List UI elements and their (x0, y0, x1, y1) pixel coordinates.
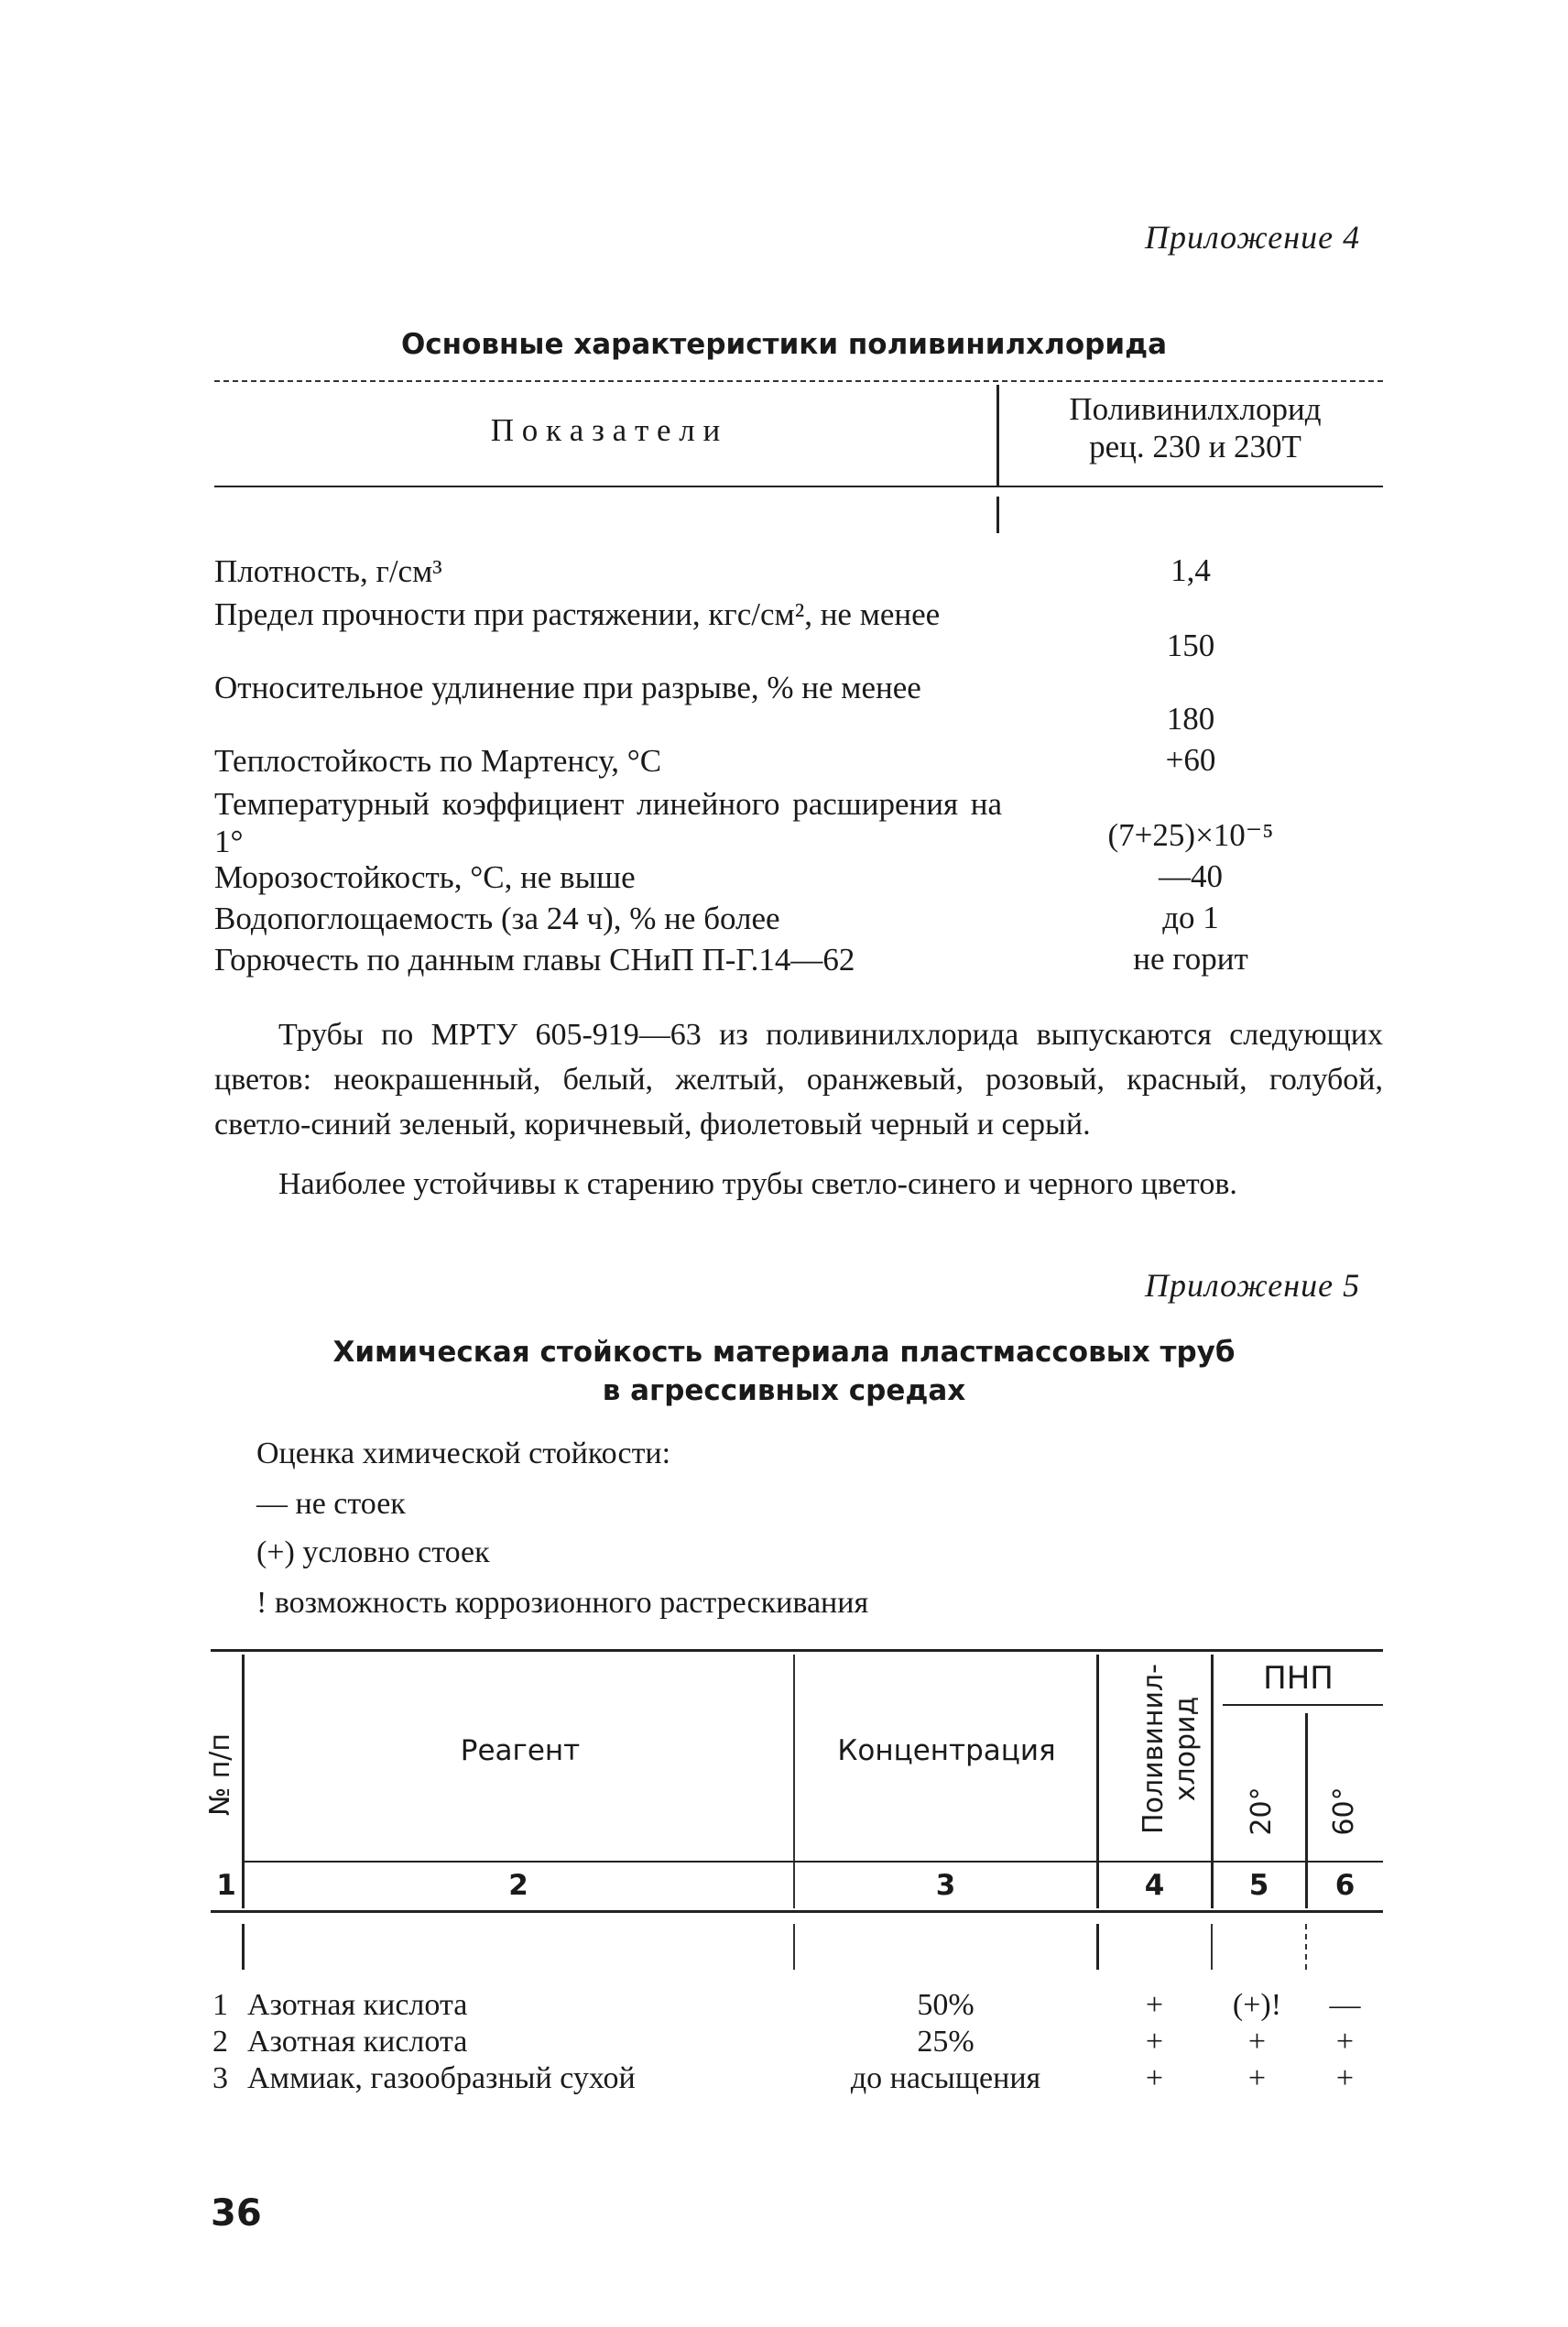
col-divider-2 (793, 1655, 795, 1861)
appendix-4-label: Приложение 4 (1145, 219, 1361, 256)
colnum-divider (242, 1863, 245, 1908)
col-divider-1 (242, 1655, 245, 1861)
table-row-value: до 1 (1162, 900, 1219, 935)
table-top-rule (211, 1649, 1383, 1652)
legend-not-resistant: — не стоек (256, 1487, 406, 1521)
col-number: 3 (935, 1869, 956, 1902)
reagent-header: Реагент (460, 1734, 581, 1767)
table-row-name: Предел прочности при растяжении, кгс/см², не менее (214, 596, 941, 632)
appendix-5-label: Приложение 5 (1145, 1267, 1361, 1304)
table-row-name: Водопоглощаемость (за 24 ч), % не более (214, 901, 780, 936)
pnp-group-rule (1223, 1704, 1383, 1706)
table-row-name: Плотность, г/см³ (214, 553, 442, 589)
table-header-divider (996, 385, 999, 486)
table-row-name: Температурный коэффициент линейного расширения на 1° (214, 786, 1002, 859)
table-row-reagent: Азотная кислота (247, 2025, 468, 2059)
table-body-divider (996, 497, 999, 533)
body-divider (242, 1924, 245, 1970)
table-row-pnp60: + (1335, 2025, 1355, 2059)
table-row-pvc: + (1145, 1988, 1164, 2022)
pvc-header-line1: Поливинил- (1138, 1664, 1170, 1834)
pvc-header-line2: рец. 230 и 230Т (1089, 429, 1301, 464)
colnum-divider (1305, 1863, 1308, 1908)
table-row-num: 3 (212, 2061, 228, 2095)
pnp-60-header: 60° (1328, 1786, 1360, 1836)
table-row-name: Горючесть по данным главы СНиП П-Г.14—62 (214, 942, 855, 978)
aging-paragraph: Наиболее устойчивы к старению трубы светло-синего и черного цветов. (278, 1167, 1237, 1201)
col-number: 1 (216, 1869, 236, 1902)
col-number: 4 (1144, 1869, 1165, 1902)
concentration-header: Концентрация (837, 1734, 1056, 1767)
col-divider-3 (1096, 1655, 1099, 1861)
table-row-value: (7+25)×10⁻⁵ (1107, 817, 1274, 853)
table-row-value: 180 (1166, 701, 1215, 737)
body-divider (793, 1924, 795, 1970)
col-number: 6 (1334, 1869, 1356, 1902)
table-row-num: 2 (212, 2025, 228, 2059)
table-row-name: Морозостойкость, °С, не выше (214, 859, 636, 895)
appendix-5-title-line1: Химическая стойкость материала пластмассовых труб (332, 1336, 1236, 1369)
page-number: 36 (211, 2192, 262, 2234)
pvc-header-line2: хлорид (1170, 1696, 1202, 1802)
table-row-num: 1 (212, 1988, 228, 2022)
table-top-rule (214, 380, 1383, 382)
legend-title: Оценка химической стойкости: (256, 1437, 671, 1470)
colnum-divider (1211, 1863, 1214, 1908)
col-number: 2 (508, 1869, 528, 1902)
table-row-value: 1,4 (1171, 552, 1211, 588)
table-row-concentration: до насыщения (850, 2061, 1041, 2095)
table-header-rule (214, 486, 1383, 487)
col-number: 5 (1248, 1869, 1269, 1902)
pnp-header: ПНП (1263, 1660, 1334, 1697)
table-row-name: Относительное удлинение при разрыве, % не менее (214, 670, 921, 705)
table-row-pnp60: + (1335, 2061, 1355, 2095)
table-row-pnp20: + (1247, 2061, 1267, 2095)
body-divider (1211, 1924, 1213, 1970)
num-header: № п/п (204, 1732, 236, 1817)
indicators-header: П о к а з а т е л и (490, 412, 721, 448)
table-row-reagent: Азотная кислота (247, 1988, 468, 2022)
appendix-4-title: Основные характеристики поливинилхлорида (400, 328, 1168, 361)
colnum-divider (793, 1863, 795, 1908)
table-row-name: Теплостойкость по Мартенсу, °С (214, 743, 662, 779)
col-divider-5 (1305, 1713, 1308, 1861)
table-row-value: —40 (1159, 858, 1223, 894)
table-row-reagent: Аммиак, газообразный сухой (247, 2061, 636, 2095)
table-row-concentration: 50% (917, 1988, 975, 2022)
table-row-pvc: + (1145, 2025, 1164, 2059)
appendix-5-title-line2: в агрессивных средах (602, 1374, 966, 1407)
body-divider (1305, 1924, 1307, 1970)
pnp-20-header: 20° (1246, 1786, 1278, 1836)
table-row-pvc: + (1145, 2061, 1164, 2095)
pvc-header-line1: Поливинилхлорид (1069, 391, 1322, 427)
table-row-value: +60 (1165, 742, 1216, 778)
legend-stress-cracking: ! возможность коррозионного растрескивания (256, 1586, 869, 1620)
table-row-concentration: 25% (917, 2025, 975, 2059)
table-row-value: 150 (1166, 628, 1215, 663)
colors-paragraph: Трубы по МРТУ 605-919—63 из поливинилхлорида выпускаются следующих цветов: неокрашенный, белый, желтый, оранжевый, розовый, красный, голубой, светло-синий зеленый, коричневый, фиолетовый черный и серый. (214, 1018, 1383, 1142)
table-row-pnp20: + (1247, 2025, 1267, 2059)
legend-conditionally-resistant: (+) условно стоек (256, 1535, 490, 1569)
body-divider (1096, 1924, 1099, 1970)
table-row-pnp60: — (1329, 1988, 1361, 2022)
table-row-value: не горит (1133, 941, 1248, 977)
colnum-bottom-rule (211, 1910, 1383, 1913)
table-row-pnp20: (+)! (1232, 1988, 1282, 2022)
colnum-divider (1096, 1863, 1099, 1908)
